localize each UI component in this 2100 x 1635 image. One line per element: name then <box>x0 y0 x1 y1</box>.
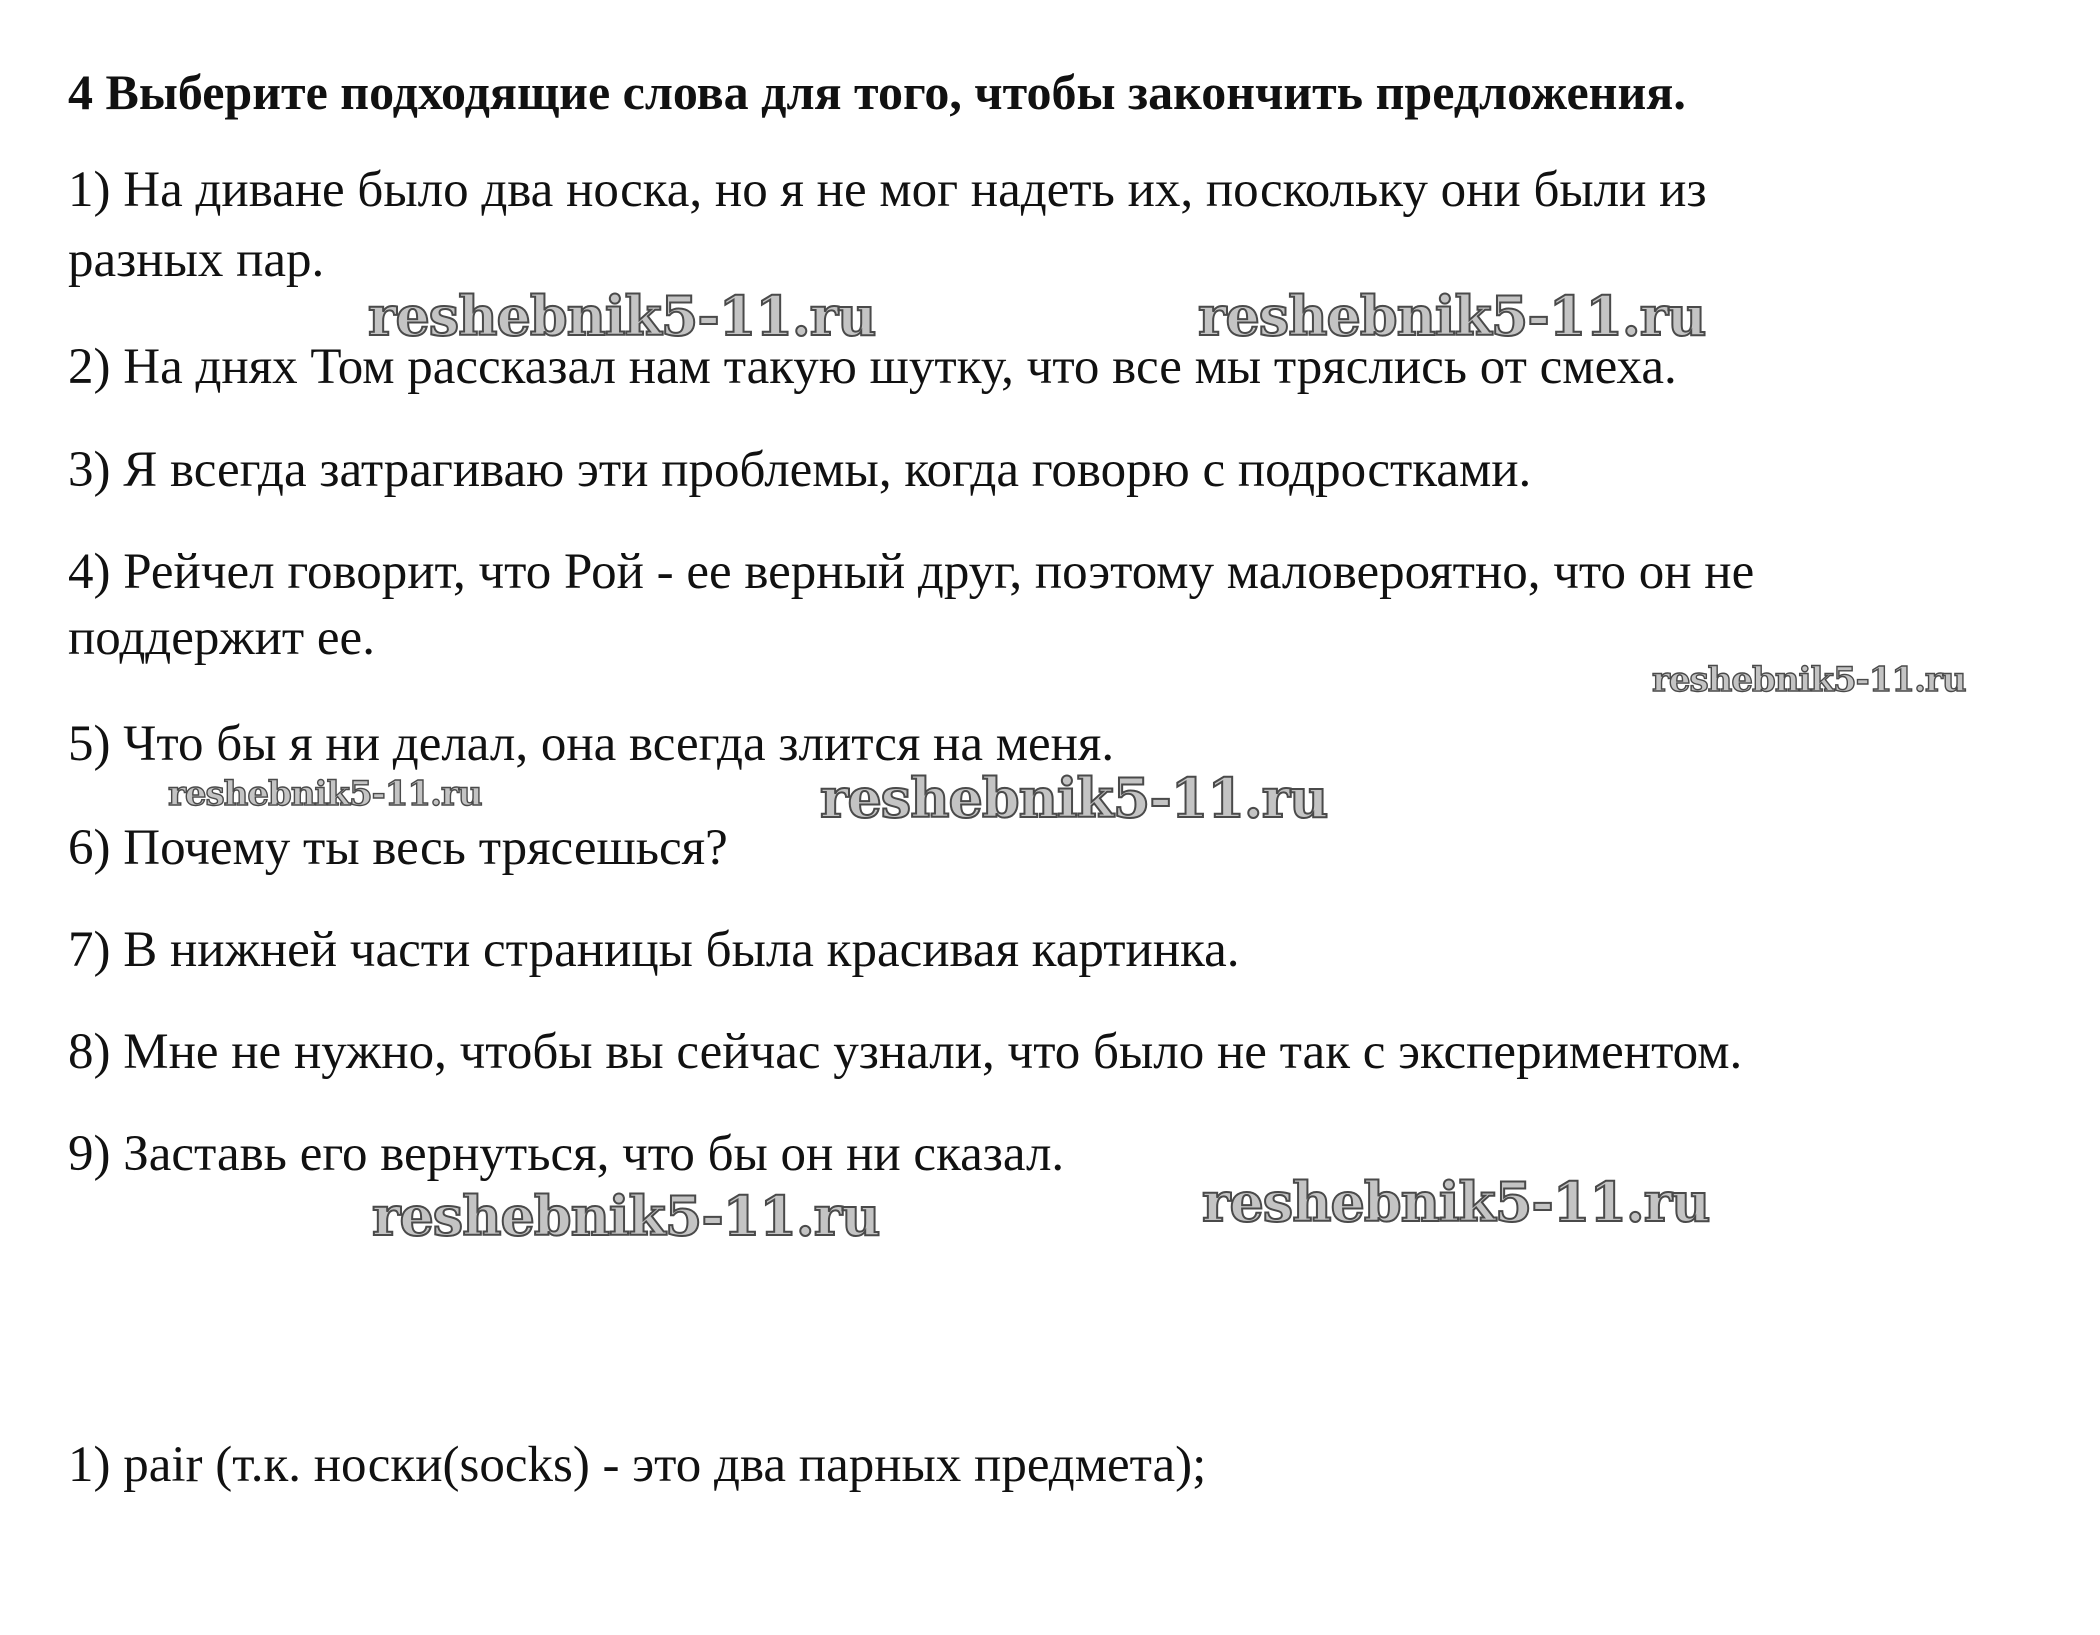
sentence-7: 7) В нижней части страницы была красивая картинка. <box>68 922 1240 978</box>
watermark: reshebnik5-11.ru <box>168 774 482 814</box>
watermark: reshebnik5-11.ru <box>368 284 876 348</box>
sentence-3: 3) Я всегда затрагиваю эти проблемы, когда говорю с подростками. <box>68 442 1532 498</box>
sentence-1-line-2: разных пар. <box>68 232 325 288</box>
sentence-4-line-2: поддержит ее. <box>68 610 375 666</box>
answer-1: 1) pair (т.к. носки(socks) - это два парных предмета); <box>68 1437 1207 1493</box>
sentence-9: 9) Заставь его вернуться, что бы он ни сказал. <box>68 1126 1065 1182</box>
watermark: reshebnik5-11.ru <box>820 766 1328 830</box>
exercise-heading: 4 Выберите подходящие слова для того, чтобы закончить предложения. <box>68 64 1686 120</box>
watermark: reshebnik5-11.ru <box>372 1184 880 1248</box>
sentence-1-line-1: 1) На диване было два носка, но я не мог надеть их, поскольку они были из <box>68 162 1707 218</box>
sentence-2: 2) На днях Том рассказал нам такую шутку, что все мы тряслись от смеха. <box>68 339 1677 395</box>
sentence-4-line-1: 4) Рейчел говорит, что Рой - ее верный друг, поэтому маловероятно, что он не <box>68 544 1755 600</box>
watermark: reshebnik5-11.ru <box>1202 1170 1710 1234</box>
sentence-8: 8) Мне не нужно, чтобы вы сейчас узнали, что было не так с экспериментом. <box>68 1024 1743 1080</box>
sentence-6: 6) Почему ты весь трясешься? <box>68 820 728 876</box>
watermark: reshebnik5-11.ru <box>1198 284 1706 348</box>
sentence-5: 5) Что бы я ни делал, она всегда злится на меня. <box>68 716 1115 772</box>
watermark: reshebnik5-11.ru <box>1652 660 1966 700</box>
